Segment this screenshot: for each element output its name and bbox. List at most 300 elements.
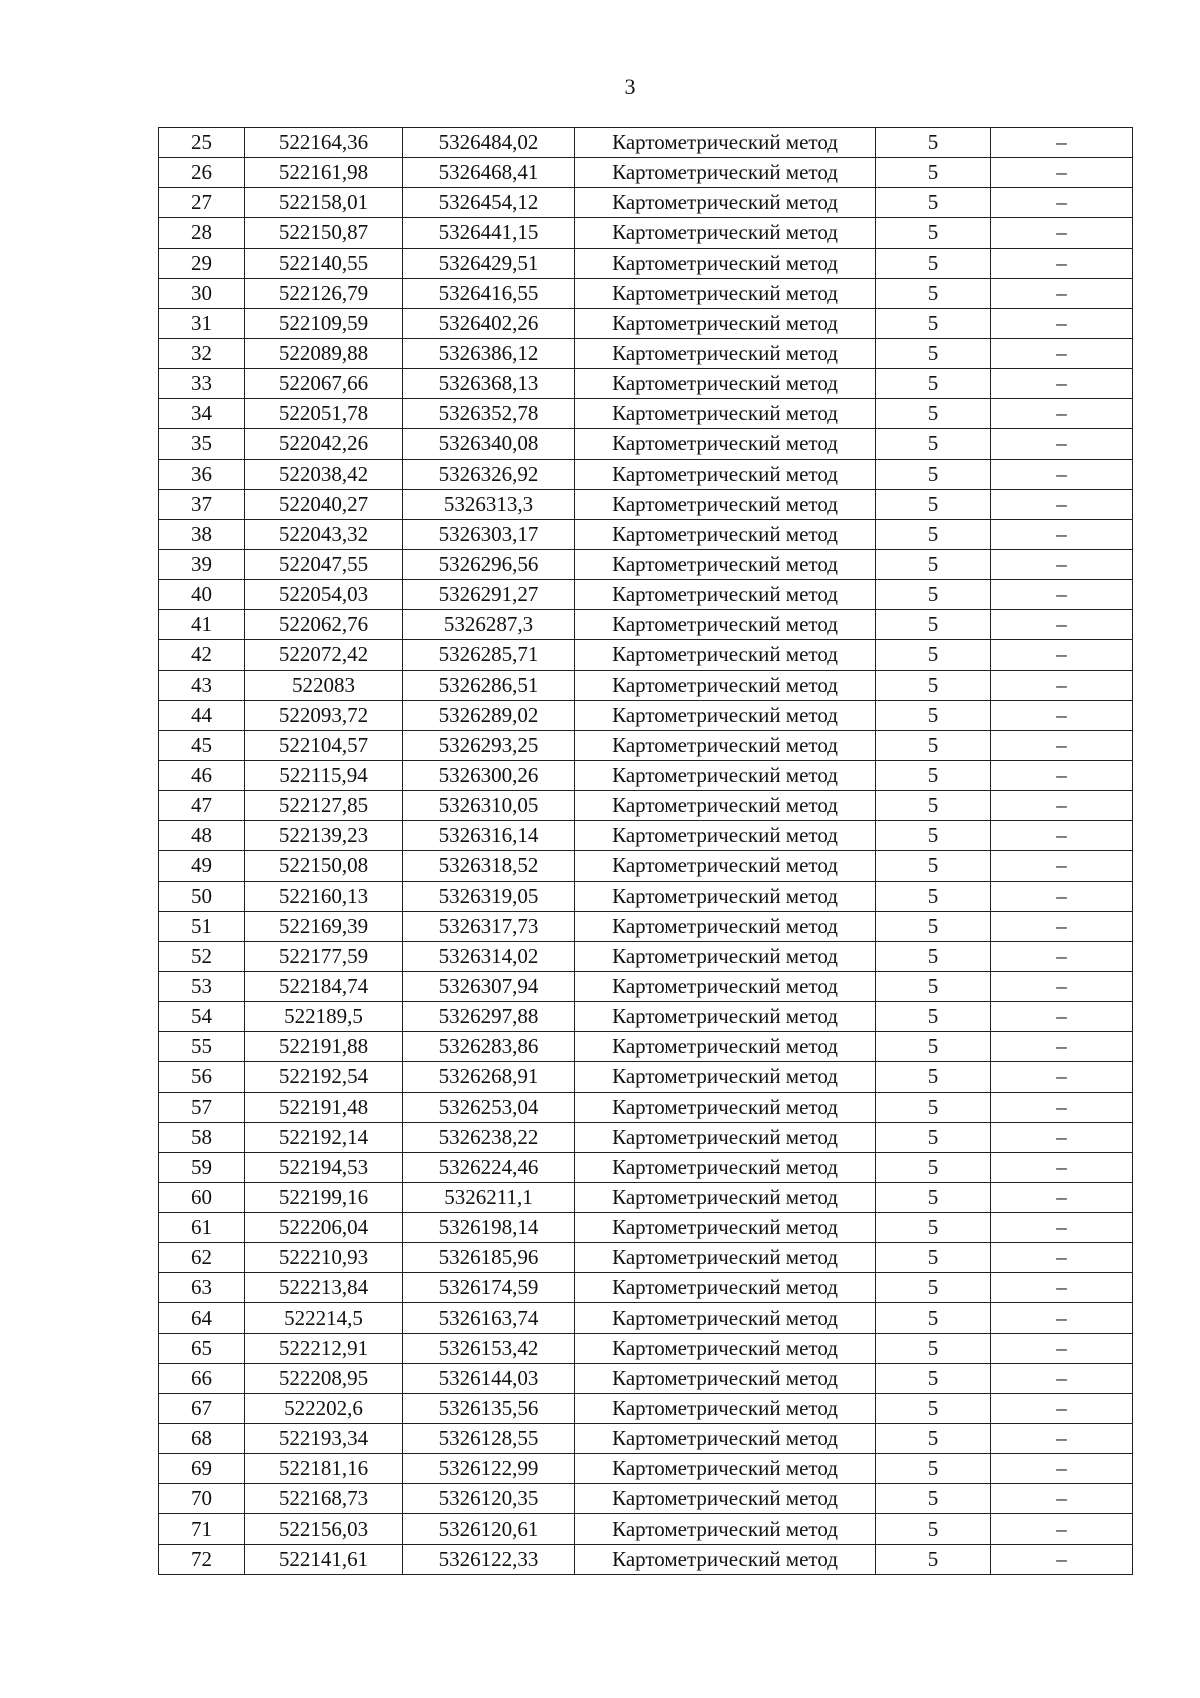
coordinates-table <box>158 127 1133 1575</box>
y-coordinate-cell: 5326285,71 <box>403 640 575 670</box>
point-number-cell: 61 <box>159 1213 245 1243</box>
precision-cell: 5 <box>876 158 991 188</box>
description-cell: – <box>991 459 1133 489</box>
precision-cell: 5 <box>876 1273 991 1303</box>
x-coordinate-cell: 522213,84 <box>245 1273 403 1303</box>
x-coordinate-cell: 522212,91 <box>245 1333 403 1363</box>
table-row <box>159 1303 1133 1333</box>
y-coordinate-cell: 5326386,12 <box>403 338 575 368</box>
description-cell: – <box>991 941 1133 971</box>
method-cell: Картометрический метод <box>575 941 876 971</box>
point-number-cell: 58 <box>159 1122 245 1152</box>
x-coordinate-cell: 522043,32 <box>245 519 403 549</box>
method-cell: Картометрический метод <box>575 1514 876 1544</box>
precision-cell: 5 <box>876 881 991 911</box>
table-row <box>159 489 1133 519</box>
method-cell: Картометрический метод <box>575 1484 876 1514</box>
precision-cell: 5 <box>876 1484 991 1514</box>
y-coordinate-cell: 5326120,61 <box>403 1514 575 1544</box>
method-cell: Картометрический метод <box>575 1454 876 1484</box>
point-number-cell: 70 <box>159 1484 245 1514</box>
y-coordinate-cell: 5326310,05 <box>403 791 575 821</box>
method-cell: Картометрический метод <box>575 549 876 579</box>
point-number-cell: 64 <box>159 1303 245 1333</box>
x-coordinate-cell: 522191,88 <box>245 1032 403 1062</box>
description-cell: – <box>991 1393 1133 1423</box>
x-coordinate-cell: 522051,78 <box>245 399 403 429</box>
point-number-cell: 51 <box>159 911 245 941</box>
point-number-cell: 34 <box>159 399 245 429</box>
table-row <box>159 1273 1133 1303</box>
point-number-cell: 27 <box>159 188 245 218</box>
precision-cell: 5 <box>876 489 991 519</box>
point-number-cell: 67 <box>159 1393 245 1423</box>
precision-cell: 5 <box>876 971 991 1001</box>
precision-cell: 5 <box>876 338 991 368</box>
precision-cell: 5 <box>876 1213 991 1243</box>
table-row <box>159 730 1133 760</box>
point-number-cell: 43 <box>159 670 245 700</box>
description-cell: – <box>991 1273 1133 1303</box>
point-number-cell: 39 <box>159 549 245 579</box>
y-coordinate-cell: 5326291,27 <box>403 580 575 610</box>
x-coordinate-cell: 522194,53 <box>245 1152 403 1182</box>
table-row <box>159 670 1133 700</box>
x-coordinate-cell: 522040,27 <box>245 489 403 519</box>
precision-cell: 5 <box>876 429 991 459</box>
description-cell: – <box>991 1333 1133 1363</box>
y-coordinate-cell: 5326416,55 <box>403 278 575 308</box>
y-coordinate-cell: 5326441,15 <box>403 218 575 248</box>
precision-cell: 5 <box>876 459 991 489</box>
table-row <box>159 459 1133 489</box>
precision-cell: 5 <box>876 549 991 579</box>
precision-cell: 5 <box>876 851 991 881</box>
description-cell: – <box>991 640 1133 670</box>
description-cell: – <box>991 1544 1133 1574</box>
description-cell: – <box>991 1152 1133 1182</box>
description-cell: – <box>991 278 1133 308</box>
description-cell: – <box>991 1424 1133 1454</box>
method-cell: Картометрический метод <box>575 188 876 218</box>
x-coordinate-cell: 522181,16 <box>245 1454 403 1484</box>
table-row <box>159 308 1133 338</box>
y-coordinate-cell: 5326253,04 <box>403 1092 575 1122</box>
description-cell: – <box>991 1243 1133 1273</box>
table-row <box>159 821 1133 851</box>
x-coordinate-cell: 522072,42 <box>245 640 403 670</box>
y-coordinate-cell: 5326368,13 <box>403 369 575 399</box>
method-cell: Картометрический метод <box>575 881 876 911</box>
point-number-cell: 49 <box>159 851 245 881</box>
y-coordinate-cell: 5326286,51 <box>403 670 575 700</box>
x-coordinate-cell: 522042,26 <box>245 429 403 459</box>
table-row <box>159 851 1133 881</box>
point-number-cell: 28 <box>159 218 245 248</box>
method-cell: Картометрический метод <box>575 640 876 670</box>
precision-cell: 5 <box>876 1243 991 1273</box>
precision-cell: 5 <box>876 911 991 941</box>
point-number-cell: 47 <box>159 791 245 821</box>
table-row <box>159 881 1133 911</box>
table-row <box>159 1182 1133 1212</box>
precision-cell: 5 <box>876 1092 991 1122</box>
y-coordinate-cell: 5326122,99 <box>403 1454 575 1484</box>
method-cell: Картометрический метод <box>575 580 876 610</box>
method-cell: Картометрический метод <box>575 278 876 308</box>
table-row <box>159 1424 1133 1454</box>
description-cell: – <box>991 519 1133 549</box>
x-coordinate-cell: 522139,23 <box>245 821 403 851</box>
x-coordinate-cell: 522067,66 <box>245 369 403 399</box>
table-row <box>159 158 1133 188</box>
description-cell: – <box>991 1122 1133 1152</box>
precision-cell: 5 <box>876 278 991 308</box>
method-cell: Картометрический метод <box>575 1092 876 1122</box>
table-row <box>159 369 1133 399</box>
y-coordinate-cell: 5326316,14 <box>403 821 575 851</box>
method-cell: Картометрический метод <box>575 308 876 338</box>
precision-cell: 5 <box>876 760 991 790</box>
method-cell: Картометрический метод <box>575 399 876 429</box>
y-coordinate-cell: 5326314,02 <box>403 941 575 971</box>
point-number-cell: 62 <box>159 1243 245 1273</box>
description-cell: – <box>991 369 1133 399</box>
precision-cell: 5 <box>876 1002 991 1032</box>
table-row <box>159 1484 1133 1514</box>
table-row <box>159 1213 1133 1243</box>
point-number-cell: 54 <box>159 1002 245 1032</box>
y-coordinate-cell: 5326318,52 <box>403 851 575 881</box>
table-row <box>159 1243 1133 1273</box>
y-coordinate-cell: 5326352,78 <box>403 399 575 429</box>
method-cell: Картометрический метод <box>575 730 876 760</box>
point-number-cell: 59 <box>159 1152 245 1182</box>
precision-cell: 5 <box>876 399 991 429</box>
precision-cell: 5 <box>876 1122 991 1152</box>
table-row <box>159 128 1133 158</box>
method-cell: Картометрический метод <box>575 519 876 549</box>
point-number-cell: 72 <box>159 1544 245 1574</box>
precision-cell: 5 <box>876 791 991 821</box>
description-cell: – <box>991 399 1133 429</box>
precision-cell: 5 <box>876 1152 991 1182</box>
point-number-cell: 29 <box>159 248 245 278</box>
point-number-cell: 71 <box>159 1514 245 1544</box>
table-row <box>159 549 1133 579</box>
table-row <box>159 248 1133 278</box>
x-coordinate-cell: 522208,95 <box>245 1363 403 1393</box>
y-coordinate-cell: 5326289,02 <box>403 700 575 730</box>
table-row <box>159 911 1133 941</box>
x-coordinate-cell: 522202,6 <box>245 1393 403 1423</box>
precision-cell: 5 <box>876 580 991 610</box>
method-cell: Картометрический метод <box>575 429 876 459</box>
description-cell: – <box>991 1303 1133 1333</box>
x-coordinate-cell: 522192,14 <box>245 1122 403 1152</box>
point-number-cell: 52 <box>159 941 245 971</box>
point-number-cell: 48 <box>159 821 245 851</box>
method-cell: Картометрический метод <box>575 851 876 881</box>
x-coordinate-cell: 522193,34 <box>245 1424 403 1454</box>
x-coordinate-cell: 522164,36 <box>245 128 403 158</box>
method-cell: Картометрический метод <box>575 1002 876 1032</box>
precision-cell: 5 <box>876 1454 991 1484</box>
x-coordinate-cell: 522169,39 <box>245 911 403 941</box>
description-cell: – <box>991 308 1133 338</box>
method-cell: Картометрический метод <box>575 821 876 851</box>
point-number-cell: 44 <box>159 700 245 730</box>
table-row <box>159 1092 1133 1122</box>
method-cell: Картометрический метод <box>575 1243 876 1273</box>
description-cell: – <box>991 1363 1133 1393</box>
method-cell: Картометрический метод <box>575 1273 876 1303</box>
table-row <box>159 278 1133 308</box>
precision-cell: 5 <box>876 640 991 670</box>
x-coordinate-cell: 522160,13 <box>245 881 403 911</box>
x-coordinate-cell: 522189,5 <box>245 1002 403 1032</box>
precision-cell: 5 <box>876 369 991 399</box>
method-cell: Картометрический метод <box>575 791 876 821</box>
precision-cell: 5 <box>876 1062 991 1092</box>
description-cell: – <box>991 1032 1133 1062</box>
description-cell: – <box>991 760 1133 790</box>
x-coordinate-cell: 522047,55 <box>245 549 403 579</box>
precision-cell: 5 <box>876 1032 991 1062</box>
x-coordinate-cell: 522089,88 <box>245 338 403 368</box>
description-cell: – <box>991 821 1133 851</box>
point-number-cell: 42 <box>159 640 245 670</box>
description-cell: – <box>991 1092 1133 1122</box>
description-cell: – <box>991 1182 1133 1212</box>
point-number-cell: 53 <box>159 971 245 1001</box>
method-cell: Картометрический метод <box>575 1032 876 1062</box>
x-coordinate-cell: 522115,94 <box>245 760 403 790</box>
point-number-cell: 56 <box>159 1062 245 1092</box>
x-coordinate-cell: 522206,04 <box>245 1213 403 1243</box>
point-number-cell: 41 <box>159 610 245 640</box>
point-number-cell: 36 <box>159 459 245 489</box>
y-coordinate-cell: 5326429,51 <box>403 248 575 278</box>
x-coordinate-cell: 522083 <box>245 670 403 700</box>
table-row <box>159 580 1133 610</box>
y-coordinate-cell: 5326185,96 <box>403 1243 575 1273</box>
description-cell: – <box>991 218 1133 248</box>
description-cell: – <box>991 881 1133 911</box>
table-row <box>159 399 1133 429</box>
precision-cell: 5 <box>876 218 991 248</box>
table-row <box>159 1152 1133 1182</box>
point-number-cell: 37 <box>159 489 245 519</box>
y-coordinate-cell: 5326307,94 <box>403 971 575 1001</box>
point-number-cell: 32 <box>159 338 245 368</box>
y-coordinate-cell: 5326313,3 <box>403 489 575 519</box>
y-coordinate-cell: 5326317,73 <box>403 911 575 941</box>
method-cell: Картометрический метод <box>575 1303 876 1333</box>
y-coordinate-cell: 5326198,14 <box>403 1213 575 1243</box>
method-cell: Картометрический метод <box>575 1424 876 1454</box>
y-coordinate-cell: 5326128,55 <box>403 1424 575 1454</box>
method-cell: Картометрический метод <box>575 1544 876 1574</box>
table-row <box>159 1333 1133 1363</box>
method-cell: Картометрический метод <box>575 338 876 368</box>
description-cell: – <box>991 549 1133 579</box>
precision-cell: 5 <box>876 1514 991 1544</box>
method-cell: Картометрический метод <box>575 670 876 700</box>
point-number-cell: 63 <box>159 1273 245 1303</box>
y-coordinate-cell: 5326144,03 <box>403 1363 575 1393</box>
y-coordinate-cell: 5326224,46 <box>403 1152 575 1182</box>
description-cell: – <box>991 1454 1133 1484</box>
precision-cell: 5 <box>876 670 991 700</box>
method-cell: Картометрический метод <box>575 760 876 790</box>
y-coordinate-cell: 5326468,41 <box>403 158 575 188</box>
precision-cell: 5 <box>876 1544 991 1574</box>
x-coordinate-cell: 522093,72 <box>245 700 403 730</box>
description-cell: – <box>991 1002 1133 1032</box>
method-cell: Картометрический метод <box>575 158 876 188</box>
precision-cell: 5 <box>876 308 991 338</box>
y-coordinate-cell: 5326122,33 <box>403 1544 575 1574</box>
description-cell: – <box>991 1514 1133 1544</box>
table-row <box>159 760 1133 790</box>
y-coordinate-cell: 5326153,42 <box>403 1333 575 1363</box>
description-cell: – <box>991 1213 1133 1243</box>
x-coordinate-cell: 522126,79 <box>245 278 403 308</box>
method-cell: Картометрический метод <box>575 248 876 278</box>
y-coordinate-cell: 5326174,59 <box>403 1273 575 1303</box>
x-coordinate-cell: 522150,08 <box>245 851 403 881</box>
x-coordinate-cell: 522184,74 <box>245 971 403 1001</box>
x-coordinate-cell: 522038,42 <box>245 459 403 489</box>
x-coordinate-cell: 522177,59 <box>245 941 403 971</box>
table-row <box>159 1454 1133 1484</box>
precision-cell: 5 <box>876 1333 991 1363</box>
point-number-cell: 38 <box>159 519 245 549</box>
table-row <box>159 338 1133 368</box>
table-row <box>159 429 1133 459</box>
precision-cell: 5 <box>876 610 991 640</box>
table-row <box>159 519 1133 549</box>
coordinates-table-body <box>159 128 1133 1575</box>
point-number-cell: 55 <box>159 1032 245 1062</box>
point-number-cell: 40 <box>159 580 245 610</box>
description-cell: – <box>991 791 1133 821</box>
table-row <box>159 941 1133 971</box>
x-coordinate-cell: 522054,03 <box>245 580 403 610</box>
y-coordinate-cell: 5326297,88 <box>403 1002 575 1032</box>
description-cell: – <box>991 188 1133 218</box>
description-cell: – <box>991 429 1133 459</box>
point-number-cell: 66 <box>159 1363 245 1393</box>
precision-cell: 5 <box>876 730 991 760</box>
precision-cell: 5 <box>876 519 991 549</box>
x-coordinate-cell: 522109,59 <box>245 308 403 338</box>
method-cell: Картометрический метод <box>575 1062 876 1092</box>
method-cell: Картометрический метод <box>575 1333 876 1363</box>
precision-cell: 5 <box>876 1424 991 1454</box>
description-cell: – <box>991 670 1133 700</box>
point-number-cell: 45 <box>159 730 245 760</box>
x-coordinate-cell: 522150,87 <box>245 218 403 248</box>
method-cell: Картометрический метод <box>575 459 876 489</box>
description-cell: – <box>991 338 1133 368</box>
y-coordinate-cell: 5326340,08 <box>403 429 575 459</box>
x-coordinate-cell: 522141,61 <box>245 1544 403 1574</box>
y-coordinate-cell: 5326120,35 <box>403 1484 575 1514</box>
method-cell: Картометрический метод <box>575 610 876 640</box>
table-row <box>159 610 1133 640</box>
table-row <box>159 1544 1133 1574</box>
point-number-cell: 65 <box>159 1333 245 1363</box>
description-cell: – <box>991 1484 1133 1514</box>
y-coordinate-cell: 5326135,56 <box>403 1393 575 1423</box>
description-cell: – <box>991 700 1133 730</box>
table-row <box>159 1363 1133 1393</box>
table-row <box>159 1032 1133 1062</box>
precision-cell: 5 <box>876 128 991 158</box>
description-cell: – <box>991 610 1133 640</box>
point-number-cell: 57 <box>159 1092 245 1122</box>
precision-cell: 5 <box>876 821 991 851</box>
y-coordinate-cell: 5326454,12 <box>403 188 575 218</box>
x-coordinate-cell: 522127,85 <box>245 791 403 821</box>
description-cell: – <box>991 911 1133 941</box>
point-number-cell: 31 <box>159 308 245 338</box>
x-coordinate-cell: 522191,48 <box>245 1092 403 1122</box>
point-number-cell: 26 <box>159 158 245 188</box>
page-number: 3 <box>624 74 636 99</box>
method-cell: Картометрический метод <box>575 911 876 941</box>
precision-cell: 5 <box>876 1393 991 1423</box>
point-number-cell: 46 <box>159 760 245 790</box>
method-cell: Картометрический метод <box>575 218 876 248</box>
point-number-cell: 35 <box>159 429 245 459</box>
description-cell: – <box>991 158 1133 188</box>
y-coordinate-cell: 5326303,17 <box>403 519 575 549</box>
table-row <box>159 700 1133 730</box>
y-coordinate-cell: 5326283,86 <box>403 1032 575 1062</box>
method-cell: Картометрический метод <box>575 1152 876 1182</box>
method-cell: Картометрический метод <box>575 971 876 1001</box>
precision-cell: 5 <box>876 700 991 730</box>
description-cell: – <box>991 730 1133 760</box>
description-cell: – <box>991 851 1133 881</box>
x-coordinate-cell: 522158,01 <box>245 188 403 218</box>
table-row <box>159 1002 1133 1032</box>
table-row <box>159 218 1133 248</box>
description-cell: – <box>991 1062 1133 1092</box>
x-coordinate-cell: 522104,57 <box>245 730 403 760</box>
y-coordinate-cell: 5326300,26 <box>403 760 575 790</box>
x-coordinate-cell: 522199,16 <box>245 1182 403 1212</box>
point-number-cell: 60 <box>159 1182 245 1212</box>
point-number-cell: 50 <box>159 881 245 911</box>
precision-cell: 5 <box>876 1303 991 1333</box>
table-row <box>159 791 1133 821</box>
table-row <box>159 188 1133 218</box>
precision-cell: 5 <box>876 248 991 278</box>
x-coordinate-cell: 522214,5 <box>245 1303 403 1333</box>
description-cell: – <box>991 248 1133 278</box>
x-coordinate-cell: 522192,54 <box>245 1062 403 1092</box>
table-row <box>159 1514 1133 1544</box>
y-coordinate-cell: 5326287,3 <box>403 610 575 640</box>
point-number-cell: 68 <box>159 1424 245 1454</box>
description-cell: – <box>991 580 1133 610</box>
precision-cell: 5 <box>876 1363 991 1393</box>
y-coordinate-cell: 5326211,1 <box>403 1182 575 1212</box>
